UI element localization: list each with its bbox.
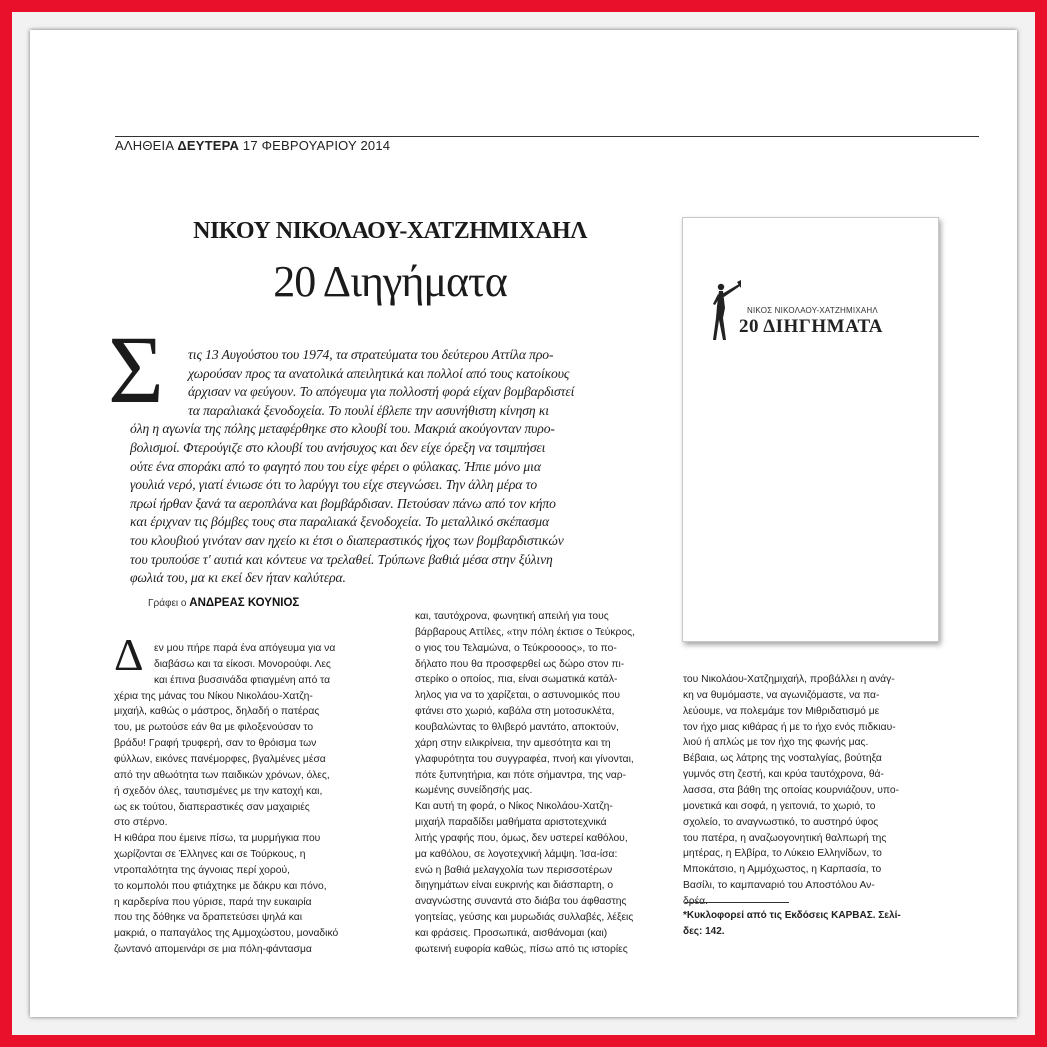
col1-line: ζωντανό απομεινάρι σε μια πόλη-φάντασμα	[114, 944, 312, 956]
col2-line: γοητείας, γεύσης και μυρωδιάς συλλαβές, λέξεις	[415, 912, 634, 924]
col2-line: κουβαλώντας το θλιβερό μαντάτο, αποκτούν,	[415, 721, 619, 733]
cover-title: 20 ΔΙΗΓΗΜΑΤΑ	[739, 316, 884, 337]
lead-line: άρχισαν να φεύγουν. Το απόγευμα για πολλοστή φορά είχαν βομβαρδιστεί	[188, 384, 575, 400]
col3-line: δρέα.	[683, 895, 708, 907]
col3-line: σχολείο, το αναγνωστικό, το αυστηρό ύφος	[683, 816, 879, 828]
col2-line: δήλατο που θα προσφερθεί ως δώρο στον πι-	[415, 658, 625, 670]
col2-line: γλαφυρότητα του συγγραφέα, πνοή και γίνονται,	[415, 753, 634, 765]
col3-line: του πατέρα, η αναζωογονητική θαλπωρή της	[683, 832, 887, 844]
col2-line: φωτεινή ευφορία καθώς, πίσω από τις ιστορίες	[415, 943, 628, 955]
col1-line: που της δόθηκε να δραπετεύσει ψηλά και	[114, 912, 303, 924]
article-title: 20 Διηγήματα	[273, 257, 507, 306]
col1-line: ή σχεδόν όλες, ταυτισμένες με την κατοχή και,	[114, 785, 323, 797]
col3-line: λασσα, στα βάθη της οποίας κουρνιάζουν, υπο-	[683, 784, 900, 796]
lead-line: πρωί ήρθαν ξανά τα αεροπλάνα και βομβάρδισαν. Πετούσαν πάνω από τον κήπο	[130, 495, 556, 511]
masthead-rule	[115, 136, 979, 137]
col2-line: ληλος για να το χαρίζεται, ο αστυνομικός που	[415, 690, 620, 702]
col3-line: λεύουμε, να πολεμάμε τον Μιθριδατισμό με	[683, 705, 880, 717]
col2-line: λιτής γραφής που, όμως, δεν υστερεί καθόλου,	[415, 832, 628, 844]
col3-line: λιού ή απλώς με τον ήχο της φωνής μας.	[683, 737, 869, 749]
col1-line: μακριά, ο παπαγάλος της Αμμοχώστου, μοναδικό	[114, 928, 339, 940]
col1-line: από την αθωότητα των παιδικών χρόνων, όλες,	[114, 769, 330, 781]
col2-line: και, ταυτόχρονα, φωνητική απειλή για τους	[415, 611, 609, 622]
masthead-date: 17 ΦΕΒΡΟΥΑΡΙΟΥ 2014	[242, 138, 391, 153]
col2-line: αναγνώστης συναντά στο διάβα του άφθαστης	[415, 896, 627, 908]
col2-line: χάρη στην ειλικρίνεια, την αμεσότητα και τη	[415, 737, 611, 749]
col1-line: ως εκ τούτου, διαπεραστικές σαν μαχαιριές	[114, 801, 310, 813]
col2-line: φτάνει στο χωριό, καβάλα στη μοτοσυκλέτα,	[415, 706, 615, 718]
col2-line: ο γιος του Τελαμώνα, ο Τεύκροοοος», το πο-	[415, 642, 617, 654]
lead-line: του τρυπούσε τ' αυτιά και κόντευε να τρελαθεί. Τρύπωνε βαθιά μέσα στην ξύλινη	[130, 551, 553, 567]
byline	[148, 597, 299, 609]
byline-name: ΑΝΔΡΕΑΣ ΚΟΥΝΙΟΣ	[189, 597, 300, 609]
col3-line: Βασίλι, το καμπαναριό του Αποστόλου Αν-	[683, 880, 875, 892]
col2-line: κωμένης συνείδησής μας.	[415, 785, 533, 797]
col2-line: βάρβαρους Αττίλες, «την πόλη έκτισε ο Τεύκρος,	[415, 626, 635, 638]
col1-line: χωρίζονται σε Έλληνες και σε Τούρκους, η	[114, 849, 306, 861]
col2-line: μιχαήλ παραδίδει μαθήματα αριστοτεχνικά	[415, 817, 607, 829]
col3-line: Βέβαια, ως λάτρης της νοσταλγίας, βούτηξα	[683, 753, 882, 765]
article-author-heading: ΝΙΚΟΥ ΝΙΚΟΛΑΟΥ-ΧΑΤΖΗΜΙΧΑΗΛ	[193, 218, 587, 244]
lead-line: φωλιά του, μα κι εκεί δεν ήταν καλύτερα.	[130, 570, 346, 586]
lead-line: γουλιά νερό, γιατί ένιωσε ότι το λαρύγγι του είχε στεγνώσει. Την άλλη μέρα το	[130, 477, 538, 493]
col3-line: Μποκάτσιο, η Αμμόχωστος, η Καρπασία, το	[683, 864, 882, 876]
col2-line: Και αυτή τη φορά, ο Νίκος Νικολάου-Χατζη-	[415, 801, 613, 813]
lead-line: βολισμοί. Φτερούγιζε στο κλουβί του ανήσυχος και δεν είχε όρεξη να τσιμπήσει	[130, 440, 546, 455]
col3-line: μητέρας, η Ελβίρα, το Λύκειο Ελληνίδων, το	[683, 848, 882, 860]
column-drop-cap: Δ	[114, 629, 144, 680]
col2-line: ενώ η βαθιά μελαγχολία των περισσοτέρων	[415, 864, 613, 876]
book-cover	[682, 217, 939, 642]
footnote-line: δες: 142.	[683, 925, 725, 937]
col3-line: του Νικολάου-Χατζημιχαήλ, προβάλλει η ανάγ-	[683, 674, 895, 685]
col1-line: διαβάσω και τα είκοσι. Μονορούφι. Λες	[154, 658, 331, 670]
lead-drop-cap: Σ	[108, 316, 164, 423]
col1-line: Η κιθάρα που έμεινε πίσω, τα μυρμήγκια που	[114, 833, 321, 845]
lead-line: ούτε ένα σποράκι από το φαγητό που του είχε φέρει ο φύλακας. Ήπιε μόνο μια	[130, 458, 541, 474]
col1-line: χέρια της μάνας του Νίκου Νικολάου-Χατζη-	[114, 690, 313, 702]
col1-line: στο στέρνο.	[114, 817, 168, 829]
lead-line: χωρούσαν προς τα ανατολικά απειλητικά και πολλοί από τους κατοίκους	[188, 365, 570, 381]
col1-line: βράδυ! Γραφή τρυφερή, σαν το θρόισμα των	[114, 738, 317, 750]
col3-line: γυμνός στη ζεστή, και κρύα ταυτόχρονα, θά-	[683, 769, 884, 781]
col3-line: τον ήχο μιας κιθάρας ή με το ήχο ενός πιδκιαυ-	[683, 721, 896, 733]
masthead	[115, 138, 390, 153]
col1-line: μιχαήλ, καθώς ο μάστρος, δηλαδή ο πατέρας	[114, 706, 320, 718]
col2-line: πότε ξυπνητήρια, και πότε σήμαντρα, της ναρ-	[415, 769, 627, 781]
footnote-rule	[685, 902, 789, 903]
lead-line: του κλουβιού γινόταν σαν ηχείο κι έτσι ο διαπεραστικός ήχος των βομβαρδιστικών	[130, 533, 564, 548]
byline-prefix: Γράφει ο	[148, 598, 187, 609]
col2-line: μα καθόλου, σε λογοτεχνική λάμψη. Ίσα-ίσα:	[415, 848, 618, 860]
col2-line: στερίκο ο οποίος, πια, είναι σωματικά κατάλ-	[415, 674, 618, 686]
col1-line: η καρδερίνα που γύρισε, παρά την ευκαιρία	[114, 896, 312, 908]
lead-line: τις 13 Αυγούστου του 1974, τα στρατεύματα του δεύτερου Αττίλα προ-	[188, 347, 554, 362]
lead-line: όλη η αγωνία της πόλης μεταφέρθηκε στο κλουβί του. Μακριά ακούγονταν πυρο-	[130, 421, 555, 437]
col2-line: και φράσεις. Προσωπικά, αισθάνομαι (και)	[415, 928, 608, 939]
col2-line: διηγημάτων είναι ευκρινής και διάσπαρτη, ο	[415, 880, 614, 892]
col1-line: φύλλων, εικόνες πανέμορφες, βγαλμένες μέσα	[114, 753, 326, 765]
col1-line: εν μου πήρε παρά ένα απόγευμα για να	[154, 643, 336, 654]
footnote-line: *Κυκλοφορεί από τις Εκδόσεις ΚΑΡΒΑΣ. Σελί-	[683, 910, 901, 921]
col1-line: και έπινα βυσσινάδα φτιαγμένη από τα	[154, 674, 331, 686]
col1-line: ντροπαλότητα της άγνοιας περί χορού,	[114, 864, 290, 876]
trumpeter-figure-icon	[711, 278, 741, 347]
lead-line: και έριχναν τις βόμβες τους στα παραλιακά ξενοδοχεία. Το μεταλλικό σκέπασμα	[130, 514, 550, 530]
col3-line: κη να θυμόμαστε, να αγωνιζόμαστε, να πα-	[683, 689, 880, 701]
masthead-day: ΔΕΥΤΕΡΑ	[177, 138, 240, 153]
col1-line: του, με ρωτούσε εάν θα με φιλοξενούσαν το	[114, 722, 314, 734]
col3-line: μονετικά και σοφά, η γειτονιά, το χωριό, το	[683, 800, 876, 812]
lead-line: τα παραλιακά ξενοδοχεία. Το πουλί έβλεπε την ασυνήθιστη κίνηση κι	[188, 402, 549, 418]
cover-author: ΝΙΚΟΣ ΝΙΚΟΛΑΟΥ-ΧΑΤΖΗΜΙΧΑΗΛ	[747, 306, 878, 315]
masthead-paper: ΑΛΗΘΕΙΑ	[115, 138, 174, 153]
col1-line: το κομπολόι που φτιάχτηκε με δάκρυ και πόνο,	[114, 880, 327, 892]
